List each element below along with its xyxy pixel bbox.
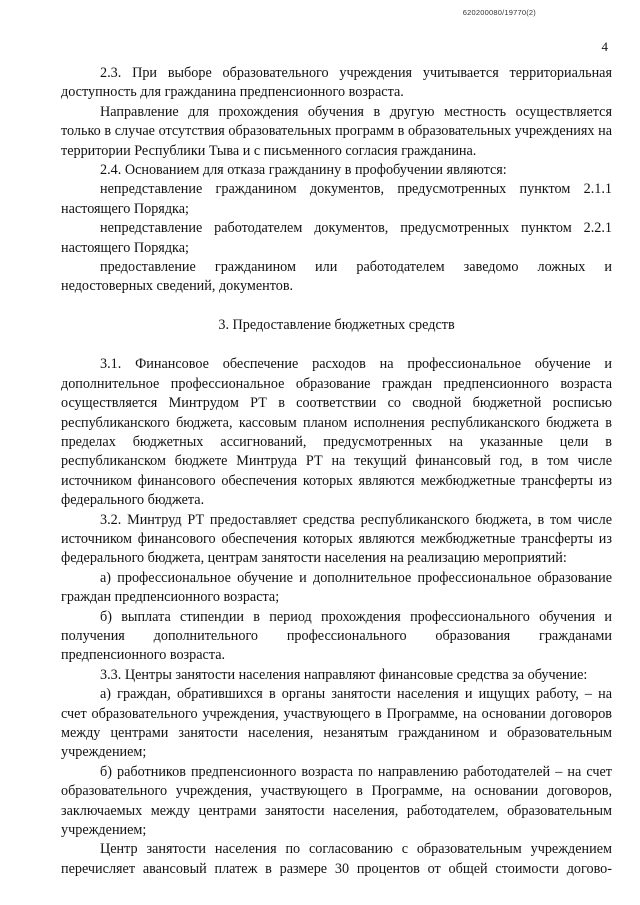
document-id: 620200080/19770(2) [462, 8, 536, 17]
paragraph-relocation: Направление для прохождения обучения в другую местность осуществляется только в случае отсутствия образовательных программ в образовательных учреждениях на территории Республики Тыва и с письменного согласия гражданина. [61, 103, 612, 159]
paragraph-3-2-b: б) выплата стипендии в период прохождения профессионального обучения и получения дополнительного профессионального образования гражданами предпенсионного возраста. [61, 608, 612, 664]
paragraph-3-2-a: а) профессиональное обучение и дополнительное профессиональное образование граждан предпенсионного возраста; [61, 569, 612, 606]
paragraph-2-3: 2.3. При выборе образовательного учреждения учитывается территориальная доступность для гражданина предпенсионного возраста. [61, 65, 612, 101]
document-body [61, 64, 612, 879]
section-heading: 3. Предоставление бюджетных средств [218, 316, 455, 333]
page-number: 4 [601, 39, 608, 54]
paragraph-refusal-citizen-docs: непредставление гражданином документов, предусмотренных пунктом 2.1.1 настоящего Порядка; [61, 181, 612, 217]
paragraph-3-3-a: а) граждан, обратившихся в органы занятости населения и ищущих работу, – на счет образовательного учреждения, участвующего в Программе, на основании договоров между центрами занятости населения, незанятым гражданином и образовательным учреждением; [61, 686, 612, 761]
paragraph-3-3-b: б) работников предпенсионного возраста по направлению работодателей – на счет образовательного учреждения, участвующего в Программе, на основании договоров, заключаемых между центрами занятости населения, работодателем, образовательным учреждением; [61, 763, 612, 839]
paragraph-3-2: 3.2. Минтруд РТ предоставляет средства республиканского бюджета, в том числе источником финансового обеспечения которых являются межбюджетные трансферты из федерального бюджета, центрам занятости населения на реализацию мероприятий: [61, 511, 612, 567]
paragraph-3-3: 3.3. Центры занятости населения направляют финансовые средства за обучение: [100, 666, 588, 683]
paragraph-advance-payment: Центр занятости населения по согласованию с образовательным учреждением перечисляет авансовый платеж в размере 30 процентов от общей стоимости догово- [61, 841, 612, 877]
paragraph-refusal-false-info: предоставление гражданином или работодателем заведомо ложных и недостоверных сведений, документов. [61, 259, 612, 295]
paragraph-2-4: 2.4. Основанием для отказа гражданину в профобучении являются: [100, 162, 507, 179]
paragraph-3-1: 3.1. Финансовое обеспечение расходов на профессиональное обучение и дополнительное профессиональное образование граждан предпенсионного возраста осуществляется Минтрудом РТ в соответствии со сводной бюджетной росписью республиканского бюджета, кассовым планом исполнения республиканского бюджета в пределах бюджетных ассигнований, предусмотренных на указанные цели в республиканском бюджете Минтруда РТ на текущий финансовый год, в том числе источником финансового обеспечения которых являются межбюджетные трансферты из федерального бюджета. [61, 356, 612, 509]
paragraph-refusal-employer-docs: непредставление работодателем документов, предусмотренных пунктом 2.2.1 настоящего Порядка; [61, 220, 612, 256]
